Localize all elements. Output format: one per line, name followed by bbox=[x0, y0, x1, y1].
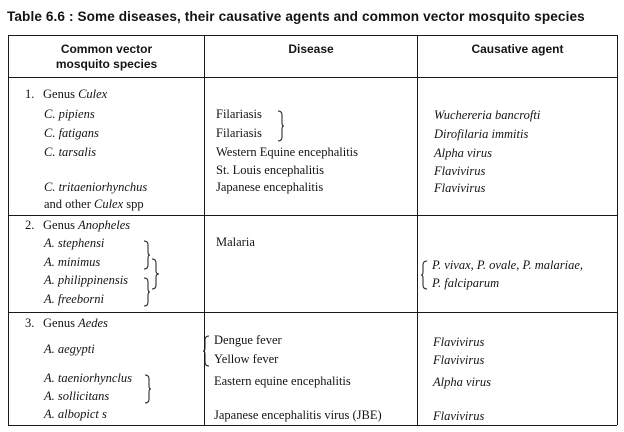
group-3-genus bbox=[43, 316, 108, 331]
species-c-fatigans: C. fatigans bbox=[44, 126, 99, 140]
header-vector-line-1: Common vector bbox=[60, 42, 153, 56]
agent-flavivirus-4: Flavivirus bbox=[433, 353, 485, 367]
header-vector-line-2: mosquito species bbox=[55, 57, 158, 71]
group-3-number: 3. bbox=[25, 316, 35, 330]
agent-plasmodium-line-1: P. vivax, P. ovale, P. malariae, bbox=[432, 258, 584, 272]
group-1-genus-prefix: Genus bbox=[43, 87, 79, 101]
group-2-bottom-rule bbox=[8, 312, 617, 313]
species-c-tarsalis: C. tarsalis bbox=[44, 145, 97, 159]
group-2-genus bbox=[43, 218, 130, 233]
disease-japanese-encephalitis: Japanese encephalitis bbox=[216, 180, 324, 194]
agent-plasmodium-line-2: P. falciparum bbox=[432, 276, 500, 290]
table-title: Table 6.6 : Some diseases, their causative agents and common vector mosquito species bbox=[7, 9, 585, 24]
other-culex-prefix: and other bbox=[44, 197, 94, 211]
disease-japanese-encephalitis-jbe: Japanese encephalitis virus (JBE) bbox=[214, 408, 382, 422]
species-a-sollicitans: A. sollicitans bbox=[44, 389, 110, 403]
species-a-taeniorhynclus: A. taeniorhynclus bbox=[44, 371, 132, 385]
brace-filariasis bbox=[277, 110, 285, 142]
brace-anopheles-upper bbox=[143, 240, 151, 270]
disease-yellow-fever: Yellow fever bbox=[214, 352, 279, 366]
species-c-pipiens: C. pipiens bbox=[44, 107, 95, 121]
other-culex-suffix: spp bbox=[123, 197, 144, 211]
species-a-philippinensis: A. philippinensis bbox=[44, 273, 129, 287]
disease-eastern-equine-encephalitis: Eastern equine encephalitis bbox=[214, 374, 351, 388]
species-a-stephensi: A. stephensi bbox=[44, 236, 105, 250]
species-a-albopictus: A. albopict s bbox=[44, 407, 107, 421]
disease-filariasis-1: Filariasis bbox=[216, 107, 262, 121]
disease-filariasis-2: Filariasis bbox=[216, 126, 262, 140]
agent-flavivirus-2: Flavivirus bbox=[434, 181, 486, 195]
agent-flavivirus-3: Flavivirus bbox=[433, 335, 485, 349]
group-2-genus-name: Anopheles bbox=[78, 218, 131, 232]
agent-wuchereria-bancrofti: Wuchereria bancrofti bbox=[434, 108, 541, 122]
disease-dengue-fever: Dengue fever bbox=[214, 333, 282, 347]
agent-flavivirus-1: Flavivirus bbox=[434, 164, 486, 178]
species-a-aegypti: A. aegypti bbox=[44, 342, 95, 356]
group-1-number: 1. bbox=[25, 87, 35, 101]
disease-western-equine-encephalitis: Western Equine encephalitis bbox=[216, 145, 358, 159]
agent-alpha-virus-2: Alpha virus bbox=[433, 375, 491, 389]
group-1-bottom-rule bbox=[8, 215, 617, 216]
group-1-genus bbox=[43, 87, 107, 102]
table-left-border bbox=[8, 35, 9, 425]
header-bottom-rule bbox=[8, 77, 617, 78]
table-bottom-rule bbox=[8, 425, 617, 426]
species-c-tritaeniorhynchus: C. tritaeniorhynchus bbox=[44, 180, 148, 194]
group-2-genus-prefix: Genus bbox=[43, 218, 79, 232]
agent-dirofilaria-immitis: Dirofilaria immitis bbox=[434, 127, 529, 141]
brace-anopheles-lower bbox=[143, 277, 151, 307]
table-right-border bbox=[617, 35, 618, 425]
agent-alpha-virus-1: Alpha virus bbox=[434, 146, 492, 160]
table-top-rule bbox=[8, 35, 617, 36]
header-vector bbox=[9, 42, 204, 72]
column-divider-2 bbox=[417, 35, 418, 425]
group-2-number: 2. bbox=[25, 218, 35, 232]
group-1-genus-name: Culex bbox=[78, 87, 108, 101]
header-disease: Disease bbox=[288, 42, 334, 56]
agent-flavivirus-5: Flavivirus bbox=[433, 409, 485, 423]
brace-dengue-yellow bbox=[202, 335, 210, 367]
header-agent: Causative agent bbox=[471, 42, 564, 56]
brace-anopheles-outer bbox=[151, 258, 160, 290]
disease-malaria: Malaria bbox=[216, 235, 255, 249]
species-a-freeborni: A. freeborni bbox=[44, 292, 104, 306]
species-a-minimus: A. minimus bbox=[44, 255, 101, 269]
other-culex-genus: Culex bbox=[93, 197, 124, 211]
species-other-culex bbox=[44, 197, 144, 212]
group-3-genus-name: Aedes bbox=[78, 316, 108, 330]
brace-aedes-species bbox=[144, 374, 152, 404]
group-3-genus-prefix: Genus bbox=[43, 316, 79, 330]
disease-st-louis-encephalitis: St. Louis encephalitis bbox=[216, 163, 324, 177]
brace-plasmodium bbox=[420, 260, 428, 290]
